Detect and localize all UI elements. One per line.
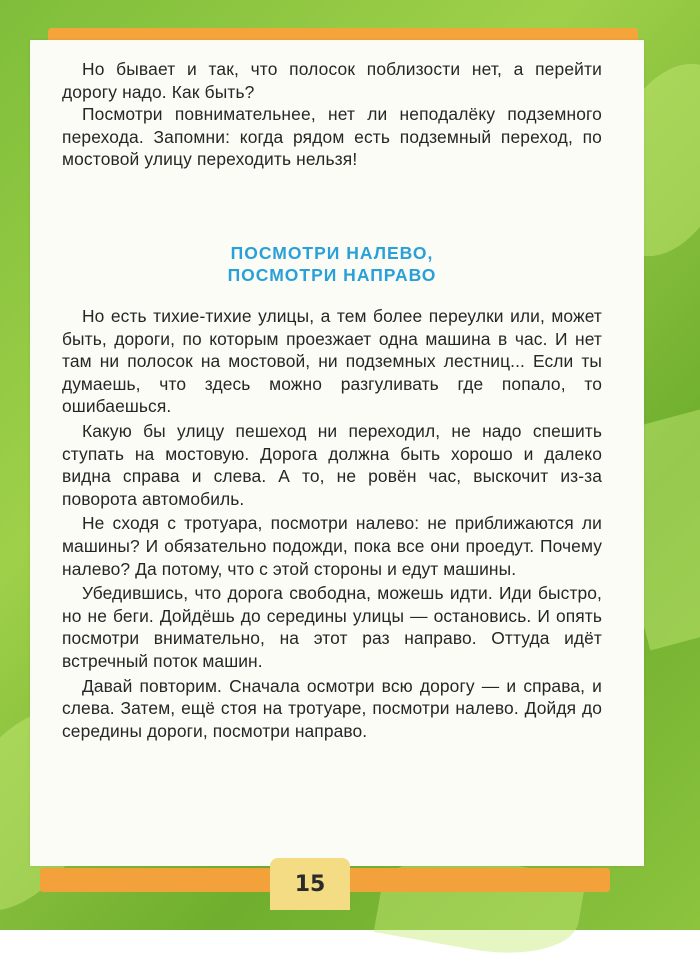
section-text xyxy=(62,305,602,744)
heading-line-1: ПОСМОТРИ НАЛЕВО, xyxy=(230,243,434,263)
intro-paragraph: Посмотри повнимательнее, нет ли неподалёку подземного перехода. Запомни: когда рядом есть подземный переход, по мостовой улицу переходить нельзя! xyxy=(62,104,602,170)
section-paragraph: Какую бы улицу пешеход ни переходил, не надо спешить ступать на мостовую. Дорога должна быть хорошо и далеко видна справа и слева. А то, не ровён час, выскочит из-за поворота автомобиль. xyxy=(62,420,602,509)
intro-text xyxy=(62,58,602,171)
section-paragraph: Но есть тихие-тихие улицы, а тем более переулки или, может быть, дороги, по которым проезжает одна машина в час. И нет там ни полосок на мостовой, ни подземных лестниц... Если ты думаешь, что здесь можно разгуливать где попало, то ошибаешься. xyxy=(62,306,602,417)
section-paragraph: Не сходя с тротуара, посмотри налево: не приближаются ли машины? И обязательно подожди, пока все они проедут. Почему налево? Да потому, что с этой стороны и едут машины. xyxy=(62,513,602,579)
page-number-badge xyxy=(270,858,350,910)
heading-line-2: ПОСМОТРИ НАПРАВО xyxy=(227,265,437,285)
section-heading xyxy=(62,242,602,286)
section-paragraph: Убедившись, что дорога свободна, можешь идти. Иди быстро, но не беги. Дойдёшь до середины улицы — остановись. И опять посмотри внимательно, на этот раз направо. Оттуда идёт встречный поток машин. xyxy=(62,583,602,671)
intro-paragraph: Но бывает и так, что полосок поблизости нет, а перейти дорогу надо. Как быть? xyxy=(62,59,602,102)
section-paragraph: Давай повторим. Сначала осмотри всю дорогу — и справа, и слева. Затем, ещё стоя на тротуаре, посмотри налево. Дойдя до середины дороги, посмотри направо. xyxy=(62,675,602,741)
page-number: 15 xyxy=(294,871,326,897)
